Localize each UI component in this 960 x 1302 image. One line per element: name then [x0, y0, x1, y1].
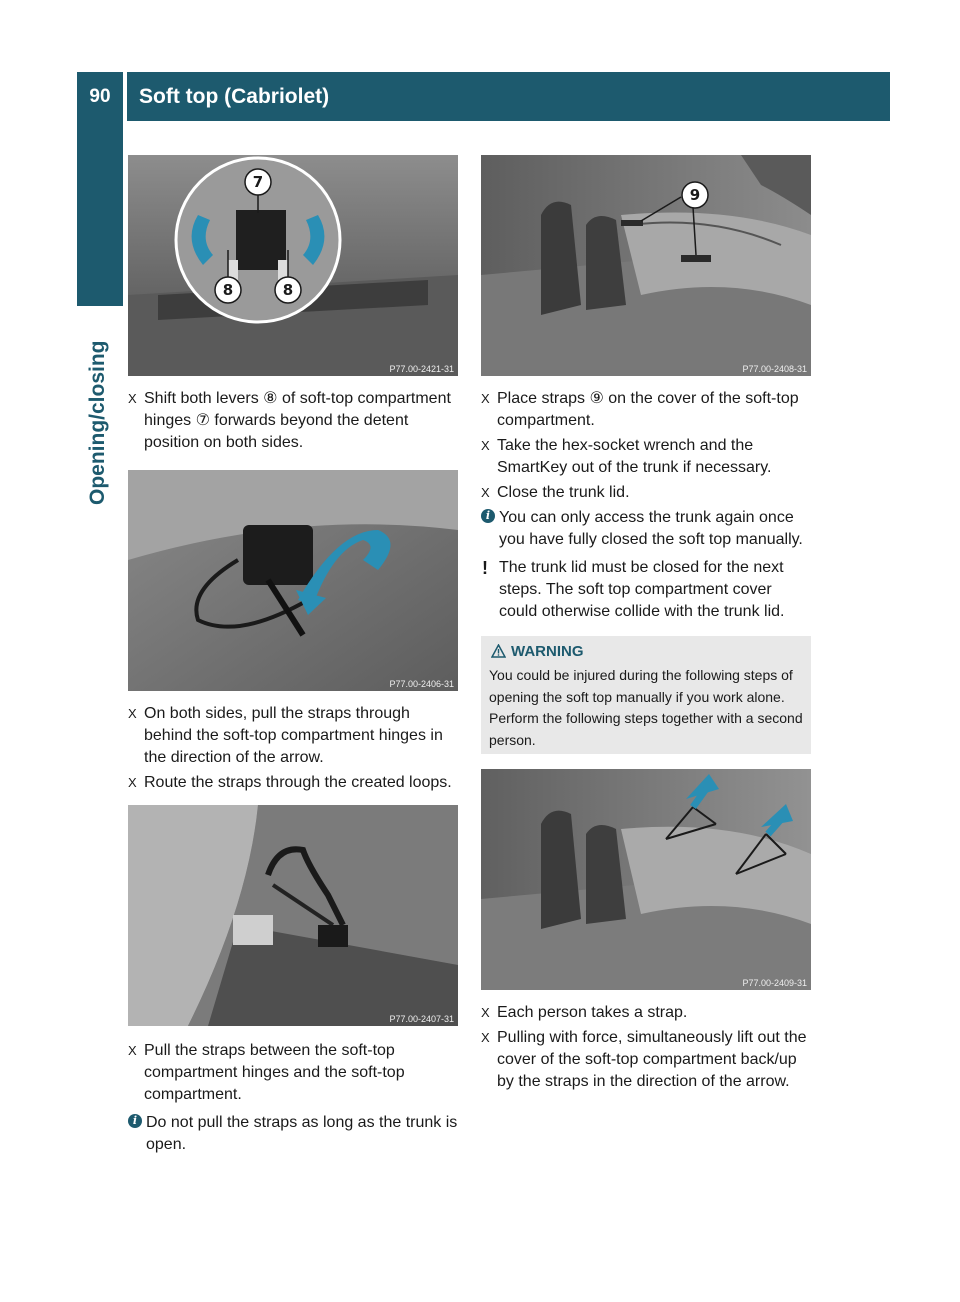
callout-8-right [275, 277, 301, 303]
step-item [128, 772, 460, 794]
right-steps-1 [481, 388, 813, 629]
section-label: Opening/closing [86, 340, 109, 505]
step-item [128, 388, 460, 454]
photo-code: P77.00-2408-31 [742, 364, 807, 374]
step-marker: X [481, 1005, 490, 1020]
photo-straps-cover-illustration [481, 155, 811, 376]
step-marker: X [128, 706, 137, 721]
step-item [481, 388, 813, 432]
step-text: Each person takes a strap. [497, 1004, 688, 1021]
step-item [481, 1002, 813, 1024]
warning-title-text: WARNING [511, 643, 584, 660]
step-marker: X [128, 1043, 137, 1058]
step-text: Route the straps through the created loops. [144, 774, 452, 791]
photo-code: P77.00-2407-31 [389, 1014, 454, 1024]
right-steps-2 [481, 1002, 813, 1096]
step-text: Pulling with force, simultaneously lift out the cover of the soft-top compartment back/up by the straps in the direction of the arrow. [497, 1029, 807, 1090]
step-marker: X [481, 1030, 490, 1045]
svg-text:8: 8 [222, 281, 234, 299]
step-text: Shift both levers ⑧ of soft-top compartment hinges ⑦ forwards beyond the detent position on both sides. [144, 390, 451, 451]
warning-box [481, 636, 811, 754]
step-item [481, 1027, 813, 1093]
step-marker: X [481, 391, 490, 406]
svg-text:9: 9 [689, 186, 701, 204]
photo-trunk-strap-illustration [128, 805, 458, 1026]
step-text: Pull the straps between the soft-top compartment hinges and the soft-top compartment. [144, 1042, 405, 1103]
info-icon: i [128, 1114, 142, 1128]
caution-note [481, 557, 813, 623]
note-text: The trunk lid must be closed for the next steps. The soft top compartment cover could otherwise collide with the trunk lid. [499, 559, 785, 620]
step-text: Place straps ⑨ on the cover of the soft-top compartment. [497, 390, 799, 429]
step-item [481, 435, 813, 479]
page-title: Soft top (Cabriolet) [127, 72, 890, 121]
warning-title [489, 641, 803, 663]
step-marker: X [128, 775, 137, 790]
photo-hinge-levers-illustration [128, 155, 458, 376]
photo-hinge-levers [128, 155, 458, 376]
photo-lift-cover [481, 769, 811, 990]
step-text: Close the trunk lid. [497, 484, 630, 501]
page-number: 90 [77, 72, 123, 121]
step-marker: X [481, 438, 490, 453]
callout-8-left [215, 277, 241, 303]
left-steps-2 [128, 703, 460, 797]
step-item [128, 703, 460, 769]
left-steps-3 [128, 1040, 460, 1162]
photo-code: P77.00-2409-31 [742, 978, 807, 988]
photo-trunk-strap [128, 805, 458, 1026]
warning-triangle-icon [491, 644, 506, 658]
step-text: On both sides, pull the straps through behind the soft-top compartment hinges in the direction of the arrow. [144, 705, 443, 766]
step-item [128, 1040, 460, 1106]
step-marker: X [481, 485, 490, 500]
photo-lift-cover-illustration [481, 769, 811, 990]
photo-code: P77.00-2421-31 [389, 364, 454, 374]
svg-text:7: 7 [252, 173, 264, 191]
photo-straps-hinge [128, 470, 458, 691]
page-header [77, 72, 890, 121]
note-text: You can only access the trunk again once you have fully closed the soft top manually. [499, 509, 803, 548]
note-text: Do not pull the straps as long as the trunk is open. [146, 1114, 458, 1153]
info-note [128, 1112, 460, 1156]
left-steps-1 [128, 388, 460, 457]
svg-text:8: 8 [282, 281, 294, 299]
info-note [481, 507, 813, 551]
step-item [481, 482, 813, 504]
section-tab [77, 121, 123, 306]
info-icon: i [481, 509, 495, 523]
callout-9 [682, 182, 708, 208]
caution-icon: ! [482, 558, 488, 578]
step-text: Take the hex-socket wrench and the SmartKey out of the trunk if necessary. [497, 437, 772, 476]
photo-code: P77.00-2406-31 [389, 679, 454, 689]
photo-straps-hinge-illustration [128, 470, 458, 691]
warning-text: You could be injured during the following steps of opening the soft top manually if you work alone. Perform the following steps together with a second person. [489, 667, 803, 748]
photo-straps-cover [481, 155, 811, 376]
step-marker: X [128, 391, 137, 406]
callout-7 [245, 169, 271, 195]
